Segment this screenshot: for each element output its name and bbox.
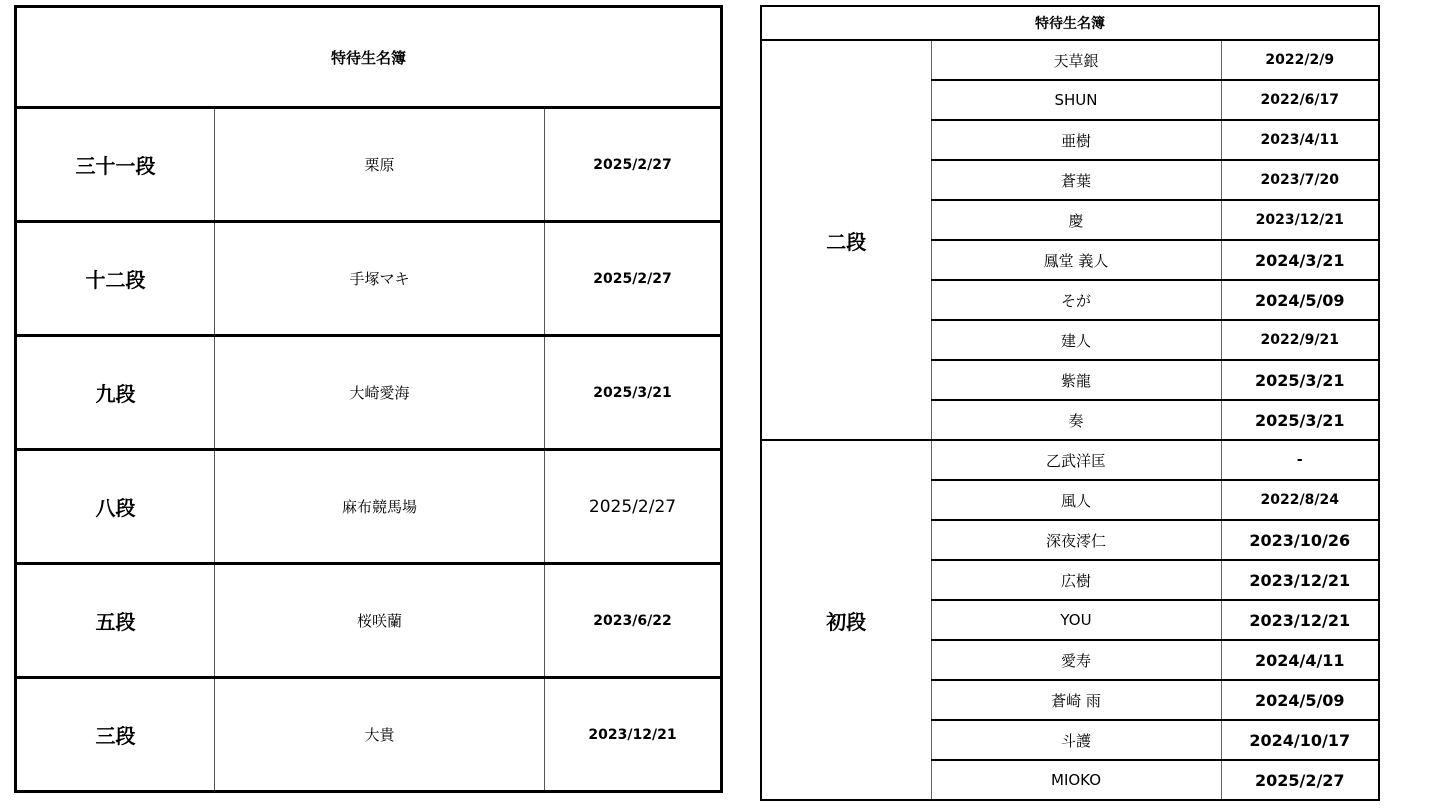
left-table-title: 特待生名簿 [331, 48, 407, 67]
date-cell: 2023/12/21 [1221, 560, 1379, 600]
name-cell: YOU [931, 600, 1221, 640]
date-cell: 2023/12/21 [1221, 600, 1379, 640]
date-cell: 2024/5/09 [1221, 280, 1379, 320]
date-cell: 2022/6/17 [1221, 80, 1379, 120]
name-cell: 風人 [931, 480, 1221, 520]
name-cell: 建人 [931, 320, 1221, 360]
name-cell: 大崎愛海 [215, 336, 545, 450]
date-cell: - [1221, 440, 1379, 480]
name-cell: 麻布競馬場 [215, 450, 545, 564]
rank-cell: 八段 [16, 450, 215, 564]
name-cell: 広樹 [931, 560, 1221, 600]
date-cell: 2025/2/27 [545, 108, 722, 222]
left-roster-table [14, 5, 723, 793]
table-row [16, 678, 722, 792]
name-cell: そが [931, 280, 1221, 320]
name-cell: SHUN [931, 80, 1221, 120]
name-cell: 大貴 [215, 678, 545, 792]
date-cell: 2025/3/21 [1221, 400, 1379, 440]
rank-cell: 九段 [16, 336, 215, 450]
date-cell: 2025/3/21 [545, 336, 722, 450]
date-cell: 2023/4/11 [1221, 120, 1379, 160]
rank-cell: 二段 [761, 40, 931, 440]
name-cell: 慶 [931, 200, 1221, 240]
name-cell: 斗護 [931, 720, 1221, 760]
date-cell: 2025/2/27 [1221, 760, 1379, 800]
date-cell: 2022/9/21 [1221, 320, 1379, 360]
right-roster-table [760, 5, 1380, 801]
table-row [16, 450, 722, 564]
table-row [16, 222, 722, 336]
date-cell: 2023/10/26 [1221, 520, 1379, 560]
name-cell: 紫龍 [931, 360, 1221, 400]
rank-cell: 初段 [761, 440, 931, 800]
table-row [16, 336, 722, 450]
table-row [16, 564, 722, 678]
rank-cell: 五段 [16, 564, 215, 678]
date-cell: 2022/2/9 [1221, 40, 1379, 80]
rank-cell: 三十一段 [16, 108, 215, 222]
date-cell: 2024/4/11 [1221, 640, 1379, 680]
date-cell: 2023/6/22 [545, 564, 722, 678]
date-cell: 2024/10/17 [1221, 720, 1379, 760]
name-cell: 手塚マキ [215, 222, 545, 336]
rank-cell: 十二段 [16, 222, 215, 336]
name-cell: 乙武洋匡 [931, 440, 1221, 480]
date-cell: 2023/12/21 [1221, 200, 1379, 240]
date-cell: 2025/3/21 [1221, 360, 1379, 400]
date-cell: 2022/8/24 [1221, 480, 1379, 520]
table-row [761, 40, 1379, 80]
name-cell: 深夜澪仁 [931, 520, 1221, 560]
name-cell: 愛寿 [931, 640, 1221, 680]
name-cell: 栗原 [215, 108, 545, 222]
name-cell: 鳳堂 義人 [931, 240, 1221, 280]
name-cell: 桜咲蘭 [215, 564, 545, 678]
rank-cell: 三段 [16, 678, 215, 792]
name-cell: MIOKO [931, 760, 1221, 800]
date-cell: 2024/3/21 [1221, 240, 1379, 280]
date-cell: 2025/2/27 [545, 222, 722, 336]
name-cell: 天草銀 [931, 40, 1221, 80]
date-cell: 2023/12/21 [545, 678, 722, 792]
date-cell: 2023/7/20 [1221, 160, 1379, 200]
table-row [761, 440, 1379, 480]
date-cell: 2025/2/27 [545, 450, 722, 564]
name-cell: 蒼崎 雨 [931, 680, 1221, 720]
table-row [16, 108, 722, 222]
name-cell: 奏 [931, 400, 1221, 440]
right-table-title: 特待生名簿 [1035, 16, 1105, 32]
date-cell: 2024/5/09 [1221, 680, 1379, 720]
name-cell: 蒼葉 [931, 160, 1221, 200]
name-cell: 亜樹 [931, 120, 1221, 160]
